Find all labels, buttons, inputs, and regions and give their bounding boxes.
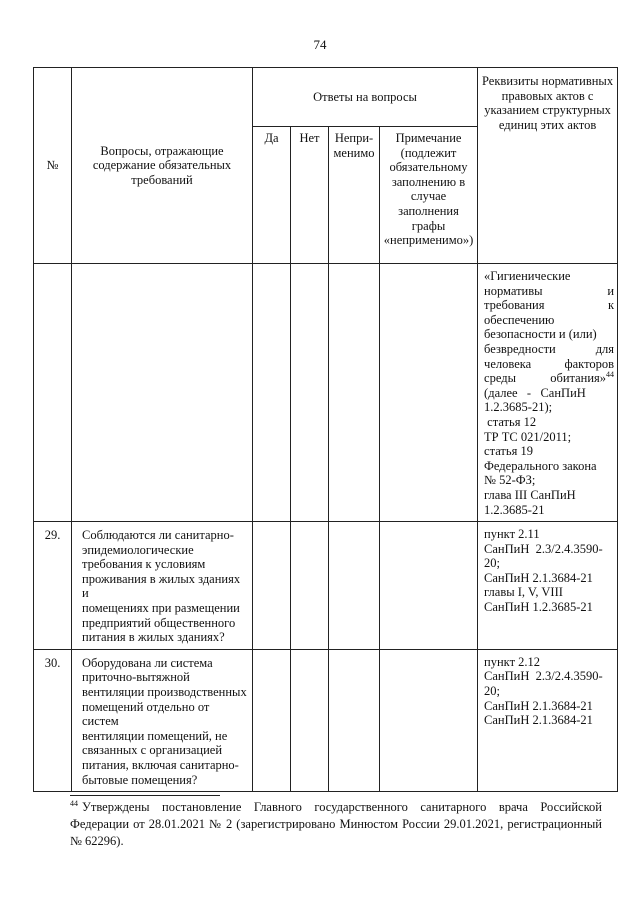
req-line: безопасности и (или) xyxy=(484,327,597,342)
req-line: «Гигиенические xyxy=(484,269,571,283)
cont-yes-cell xyxy=(253,264,291,522)
header-note: Примечание (подлежит обязательному заполнению в случае заполнения графы «неприменимо») xyxy=(380,127,478,264)
req-line: глава III СанПиН xyxy=(484,487,576,502)
req-line: № 52-ФЗ; xyxy=(484,473,536,488)
req-line: статья 19 xyxy=(484,444,533,459)
cont-num-cell xyxy=(34,264,72,522)
header-not-applicable xyxy=(329,127,380,264)
req-line: (далее - СанПиН xyxy=(484,385,586,400)
answer-no-cell[interactable] xyxy=(291,522,329,650)
row-number: 29. xyxy=(34,522,72,650)
req-line: требования xyxy=(484,298,545,313)
question-cell: Соблюдаются ли санитарно- эпидемиологические требования к условиям проживания в жилых зданиях и помещениях при размещении предприятий общественного питания в жилых зданиях? xyxy=(72,522,253,650)
cont-note-cell xyxy=(380,264,478,522)
footnote-divider xyxy=(70,795,220,796)
note-cell[interactable] xyxy=(380,649,478,791)
cont-na-cell xyxy=(329,264,380,522)
header-no: Нет xyxy=(291,127,329,264)
req-line: 1.2.3685-21); xyxy=(484,400,553,415)
cont-question-cell xyxy=(72,264,253,522)
header-yes: Да xyxy=(253,127,291,264)
header-na-line2: менимо xyxy=(333,145,375,160)
requisites-cell: пункт 2.12 СанПиН 2.3/2.4.3590- 20; СанПиН 2.1.3684-21 СанПиН 2.1.3684-21 xyxy=(478,649,618,791)
note-cell[interactable] xyxy=(380,522,478,650)
answer-yes-cell[interactable] xyxy=(253,649,291,791)
req-line: среды xyxy=(484,371,516,386)
answer-no-cell[interactable] xyxy=(291,649,329,791)
header-number: № xyxy=(34,68,72,264)
checklist-table xyxy=(33,67,618,792)
question-cell: Оборудована ли система приточно-вытяжной вентиляции производственных помещений отдельно от систем вентиляции помещений, не связанных с организацией питания, включая санитарно- бытовые помещения? xyxy=(72,649,253,791)
table-row xyxy=(34,522,618,650)
header-questions: Вопросы, отражающие содержание обязательных требований xyxy=(72,68,253,264)
cont-requisites-cell: «Гигиенические нормативы и требования к обеспечению безопасности и (или) безвредности для человека факторов среды обитания»$^{44}$ (далее - СанПиН 1.2.3685-21); статья 12 ТР ТС 021/2011; статья 19 Федерального закона № 52-ФЗ; глава III СанПиН 1.2.3685-21 xyxy=(478,264,618,522)
req-line: Федерального закона xyxy=(484,458,597,473)
footnote-ref: 44 xyxy=(606,370,615,379)
answer-na-cell[interactable] xyxy=(329,522,380,650)
requisites-cell: пункт 2.11 СанПиН 2.3/2.4.3590- 20; СанПиН 2.1.3684-21 главы I, V, VIII СанПиН 1.2.3685-21 xyxy=(478,522,618,650)
footnote-text: Утверждены постановление Главного государственного санитарного врача Российской Федерации от 28.01.2021 № 2 (зарегистрировано Минюстом России 29.01.2021, регистрационный № 62296). xyxy=(70,800,602,848)
table-row xyxy=(34,649,618,791)
answer-yes-cell[interactable] xyxy=(253,522,291,650)
req-line: статья 12 xyxy=(484,414,537,429)
req-line: обеспечению xyxy=(484,312,555,327)
req-line: человека xyxy=(484,356,532,371)
cont-no-cell xyxy=(291,264,329,522)
header-requisites: Реквизиты нормативных правовых актов с указанием структурных единиц этих актов xyxy=(478,68,618,264)
answer-na-cell[interactable] xyxy=(329,649,380,791)
req-line: нормативы xyxy=(484,283,543,298)
req-line: ТР ТС 021/2011; xyxy=(484,429,572,444)
req-line: безвредности xyxy=(484,341,556,356)
footnote xyxy=(70,799,602,850)
page-number: 74 xyxy=(313,37,327,52)
row-number: 30. xyxy=(34,649,72,791)
header-answers-group: Ответы на вопросы xyxy=(253,68,478,127)
header-na-line1: Непри- xyxy=(334,131,374,145)
footnote-marker: 44 xyxy=(70,798,78,808)
req-line: 1.2.3685-21 xyxy=(484,502,545,517)
